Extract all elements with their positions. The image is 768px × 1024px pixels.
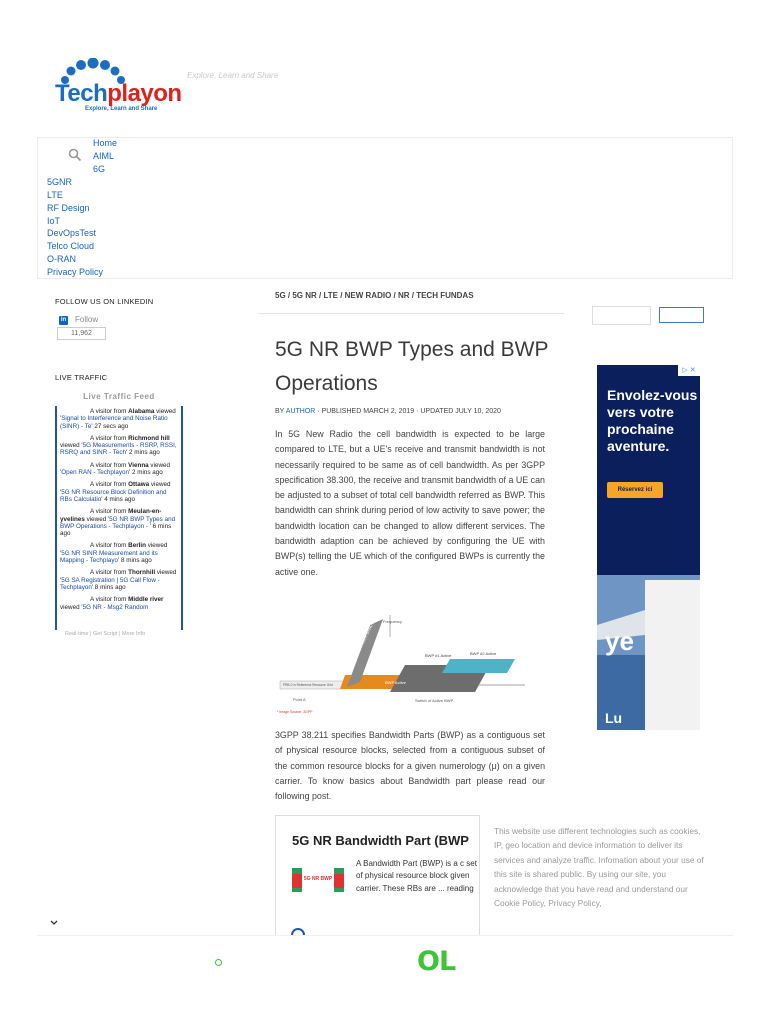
site-tagline: Explore, Learn and Share (187, 71, 279, 80)
card-thumbnail (290, 860, 346, 900)
ad-banner[interactable] (597, 365, 700, 730)
feed-item-text: viewed ' (60, 442, 83, 450)
feed-item-time: ' 2 mins ago (129, 469, 163, 477)
bottom-ad-bar[interactable] (37, 935, 733, 981)
feed-item-link[interactable]: 5G NR BWP Types and BWP Operations - Techplayon - (60, 515, 176, 530)
feed-list (55, 406, 183, 630)
feed-item-time: ' 8 mins ago (118, 557, 152, 565)
feed-item-prefix: A visitor from (90, 508, 129, 516)
ad-overlay-text-2: Lu (605, 710, 623, 726)
nav-iot[interactable]: IoT (47, 216, 61, 226)
thumb-label: 5G NR BWP (303, 876, 333, 882)
logo-wordmark: Techplayon (55, 80, 182, 107)
author-link[interactable]: AUTHOR (285, 408, 316, 415)
feed-item-text: viewed ' (84, 515, 110, 523)
fig-bwp2-label: BWP #2 Active (470, 651, 497, 656)
feed-item (60, 596, 178, 611)
feed-item-link[interactable]: 5G SA Registration | 5G Call Flow - Techplayon (60, 576, 160, 591)
fig-frequency-label: Frequency (383, 619, 402, 624)
nav-lte[interactable]: LTE (47, 190, 63, 200)
feed-item-prefix: A visitor from (90, 481, 129, 489)
feed-item-prefix: A visitor from (90, 569, 129, 577)
feed-item-prefix: A visitor from (90, 596, 129, 604)
feed-item-link[interactable]: 5G NR - Msg2 Random (82, 603, 149, 611)
loading-ring-icon (215, 959, 222, 966)
feed-item-place: Ottawa (128, 481, 150, 489)
ad-airplane-image (597, 575, 700, 730)
feed-item-prefix: A visitor from (90, 434, 129, 442)
live-traffic-feed (55, 390, 183, 640)
ad-overlay-text: ye (605, 626, 634, 656)
fig-carrier-label: CARRIER BANDWIDTH (356, 611, 380, 653)
live-traffic-heading: LIVE TRAFFIC (55, 373, 108, 382)
nav-privacy-policy[interactable]: Privacy Policy (47, 267, 104, 277)
ad-cta-button[interactable]: Réservez ici (607, 482, 663, 498)
byline: BY AUTHOR · PUBLISHED MARCH 2, 2019 · UPDATED JULY 10, 2020 (275, 408, 501, 415)
feed-item (60, 408, 178, 430)
nav-rf-design[interactable]: RF Design (47, 203, 90, 213)
bottom-ad-logo: OL (417, 946, 456, 977)
feed-item-link[interactable]: 5G NR Resource Block Definition and RBs Calculatio (60, 488, 167, 503)
feed-item-link[interactable]: Open RAN - Techplayon (61, 469, 129, 477)
feed-item-place: Berlin (128, 542, 146, 550)
feed-item (60, 481, 178, 503)
feed-item (60, 569, 178, 591)
breadcrumb[interactable]: 5G / 5G NR / LTE / NEW RADIO / NR / TECH FUNDAS (275, 291, 474, 300)
fig-prb-label: PRB-0 in Reference Resource Grid (283, 683, 333, 687)
feed-item-link[interactable]: 5G Measurements - RSRP, RSSI, RSRQ and SINR - Tech (60, 442, 177, 457)
related-post-card[interactable] (275, 815, 480, 940)
feed-footer[interactable]: Real-time | Get Script | More Info (65, 631, 146, 637)
chevron-down-icon[interactable] (49, 918, 59, 928)
feed-item-text: viewed ' (60, 461, 171, 477)
article-paragraph-2: 3GPP 38.211 specifies Bandwidth Parts (BWP) as a contiguous set of physical resource blocks, selected from a contiguous subset of the common resource blocks for a given numerology (μ) on a given carrier. To know basics about Bandwidth part please read our following post. (275, 730, 545, 802)
feed-item-text: viewed ' (60, 408, 176, 423)
feed-item (60, 462, 178, 477)
feed-item (60, 435, 178, 457)
feed-item-time: ' 2 mins ago (126, 449, 160, 457)
feed-item-time: ' 8 mins ago (91, 583, 126, 591)
main-nav (37, 137, 733, 279)
site-logo[interactable] (55, 58, 180, 116)
page-title: 5G NR BWP Types and BWP Operations (275, 338, 549, 395)
feed-item-text: viewed ' (60, 603, 83, 611)
feed-item-text: viewed ' (60, 569, 177, 584)
feed-item-time: ' 4 mins ago (101, 495, 136, 503)
feed-item-place: Vienna (128, 461, 149, 469)
feed-item-place: Alabama (128, 408, 155, 415)
fig-credit: * Image Source: 3GPP (277, 710, 313, 714)
cookie-notice: This website use different technologies such as cookies, IP, geo location and device information to deliver its services and analyze traffic. Infomation about your use of this site is shared public. By using our site, you acknowledge that you have read and understand our Cookie Policy, Privacy Policy, (480, 820, 710, 930)
ad-headline: Envolez-vous vers votre prochaine aventure. (607, 387, 698, 454)
logo-tagline: Explore, Learn and Share (85, 106, 158, 112)
card-title[interactable]: 5G NR Bandwidth Part (BWP (292, 833, 469, 848)
feed-item-time: ' 27 secs ago (91, 422, 129, 430)
sidebar-search-button[interactable] (659, 307, 704, 323)
ad-close-icon[interactable]: ▷ ✕ (678, 365, 700, 376)
feed-item-place: Richmond hill (128, 434, 170, 442)
feed-item-place: Thornhill (128, 569, 156, 577)
bwp-diagram (275, 607, 545, 717)
feed-item-time: ' 6 mins ago (60, 522, 172, 538)
feed-item-prefix: A visitor from (90, 408, 129, 415)
card-excerpt: A Bandwidth Part (BWP) is a c set of physical resource block given carrier. These RBs are ... reading (356, 859, 477, 893)
divider (258, 313, 564, 314)
fig-switch-label: Switch of Active BWP (415, 698, 454, 703)
nav-aiml[interactable]: AIML (93, 151, 115, 161)
feed-item-link[interactable]: 5G NR SINR Measurement and its Mapping - Techplayo (60, 549, 158, 565)
feed-item-place: Middle river (128, 596, 164, 604)
feed-item-prefix: A visitor from (90, 542, 129, 550)
nav-telco-cloud[interactable]: Telco Cloud (47, 241, 95, 251)
follower-count: 11,962 (57, 327, 106, 340)
feed-item (60, 542, 178, 564)
fig-point-a-label: Point A (293, 697, 306, 702)
linkedin-icon: in (60, 317, 67, 323)
feed-title: Live Traffic Feed (83, 392, 155, 401)
nav-devopstest[interactable]: DevOpsTest (47, 228, 97, 238)
linkedin-heading: FOLLOW US ON LINKEDIN (55, 297, 154, 306)
feed-item-text: viewed ' (60, 542, 168, 557)
nav-home[interactable]: Home (93, 138, 118, 148)
nav-6g[interactable]: 6G (93, 164, 106, 174)
feed-item-link[interactable]: Signal to Interference and Noise Ratio (SINR) - Te (60, 415, 168, 430)
linkedin-follow-button[interactable]: in Follow (60, 315, 99, 324)
feed-item-text: viewed ' (60, 481, 171, 496)
nav-5gnr[interactable]: 5GNR (47, 177, 73, 187)
article-paragraph-1: In 5G New Radio the cell bandwidth is expected to be large compared to LTE, but a UE's receive and transmit bandwidth is not necessarily required to be same as of cell bandwidth. As per 3GPP specification 38.300, the receive and transmit bandwidth of a UE can be adjusted to a subset of total cell bandwidth referred as BWP. This bandwidth can shrink during period of low activity to save power; the bandwidth location can be changed to allow different services. The bandwidth adaption can be achieved by configuring the UE with BWP(s) telling the UE which of the configured BWPs is currently the active one. (275, 429, 545, 577)
feed-item-place: Meulan-en-yvelines (60, 508, 162, 523)
feed-item (60, 508, 178, 537)
fig-bwp-active-label: BWP Active (385, 680, 406, 685)
sidebar-search-input[interactable] (592, 306, 651, 325)
feed-item-prefix: A visitor from (90, 461, 129, 469)
fig-bwp1-label: BWP #1 Active (425, 653, 452, 658)
search-icon[interactable] (68, 148, 82, 162)
nav-o-ran[interactable]: O-RAN (47, 254, 76, 264)
